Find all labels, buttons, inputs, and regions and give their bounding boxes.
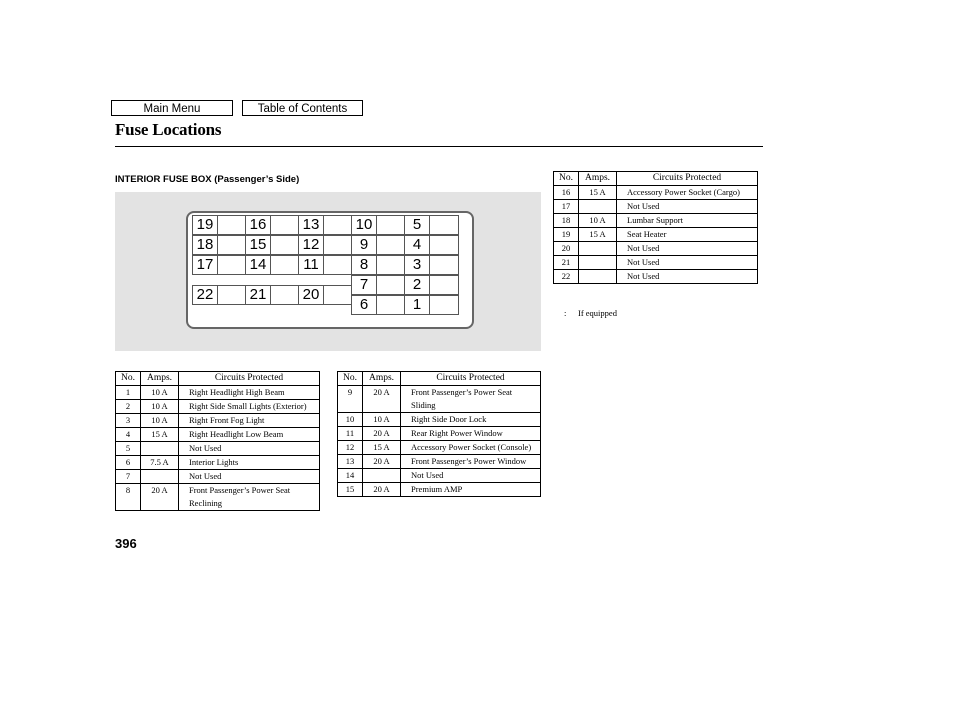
fuse-number-cell: 3 — [116, 414, 141, 428]
table-row — [338, 469, 541, 483]
circuit-cell: Not Used — [179, 442, 320, 456]
amperage-cell — [141, 470, 179, 484]
table-row — [116, 470, 320, 484]
table-header-row — [338, 372, 541, 386]
table-row — [338, 427, 541, 441]
amperage-cell: 10 A — [141, 386, 179, 400]
fuse-number: 11 — [299, 256, 324, 274]
fuse-number: 4 — [405, 236, 430, 254]
fuse-number-cell: 8 — [116, 484, 141, 511]
fuse-number: 9 — [352, 236, 377, 254]
table-row — [116, 400, 320, 414]
amperage-cell: 15 A — [141, 428, 179, 442]
circuit-cell: Not Used — [401, 469, 541, 483]
fuse-number-cell: 14 — [338, 469, 363, 483]
footnote-colon: : — [564, 308, 567, 318]
table-row — [338, 441, 541, 455]
circuit-cell: Front Passenger’s Power Seat Sliding — [401, 386, 541, 413]
fuse-slot-8 — [351, 255, 405, 275]
fuse-number: 15 — [246, 236, 271, 254]
table-row — [116, 428, 320, 442]
amperage-cell: 10 A — [141, 400, 179, 414]
table-row — [554, 186, 758, 200]
fuse-number-cell: 15 — [338, 483, 363, 497]
fuse-number: 20 — [299, 286, 324, 304]
fuse-slot-22 — [192, 285, 246, 305]
fuse-number: 22 — [193, 286, 218, 304]
fuse-number-cell: 5 — [116, 442, 141, 456]
column-header-circuits: Circuits Protected — [617, 172, 758, 186]
fuse-slot-11 — [298, 255, 352, 275]
fuse-number-cell: 9 — [338, 386, 363, 413]
fuse-number: 14 — [246, 256, 271, 274]
table-row — [116, 442, 320, 456]
fuse-number: 6 — [352, 296, 377, 314]
fuse-number: 10 — [352, 216, 377, 234]
fuse-number: 17 — [193, 256, 218, 274]
fuse-slot-7 — [351, 275, 405, 295]
circuit-cell: Accessory Power Socket (Console) — [401, 441, 541, 455]
footnote — [564, 308, 617, 318]
table-row — [116, 484, 320, 511]
fuse-slot-10 — [351, 215, 405, 235]
fuse-number-cell: 2 — [116, 400, 141, 414]
circuit-cell: Premium AMP — [401, 483, 541, 497]
fuse-number-cell: 12 — [338, 441, 363, 455]
circuit-cell: Right Headlight High Beam — [179, 386, 320, 400]
fuse-number: 7 — [352, 276, 377, 294]
table-row — [554, 214, 758, 228]
table-header-row — [116, 372, 320, 386]
page-title: Fuse Locations — [115, 120, 222, 139]
table-row — [338, 455, 541, 469]
amperage-cell: 10 A — [363, 413, 401, 427]
fuse-number: 13 — [299, 216, 324, 234]
amperage-cell: 20 A — [363, 455, 401, 469]
amperage-cell: 7.5 A — [141, 456, 179, 470]
fuse-number: 16 — [246, 216, 271, 234]
table-row — [116, 414, 320, 428]
fuse-table-16-22 — [553, 171, 758, 284]
circuit-cell: Not Used — [617, 200, 758, 214]
fuse-table-9-15 — [337, 371, 541, 497]
circuit-cell: Front Passenger’s Power Window — [401, 455, 541, 469]
table-row — [338, 386, 541, 413]
circuit-cell: Not Used — [617, 256, 758, 270]
amperage-cell: 15 A — [579, 228, 617, 242]
amperage-cell: 10 A — [579, 214, 617, 228]
amperage-cell — [141, 442, 179, 456]
circuit-cell: Front Passenger’s Power Seat Reclining — [179, 484, 320, 511]
circuit-cell: Lumbar Support — [617, 214, 758, 228]
fuse-number: 5 — [405, 216, 430, 234]
circuit-cell: Right Side Small Lights (Exterior) — [179, 400, 320, 414]
table-row — [554, 242, 758, 256]
amperage-cell: 15 A — [579, 186, 617, 200]
circuit-cell: Right Headlight Low Beam — [179, 428, 320, 442]
amperage-cell — [579, 242, 617, 256]
fuse-number-cell: 19 — [554, 228, 579, 242]
fuse-slot-18 — [192, 235, 246, 255]
table-header-row — [554, 172, 758, 186]
fuse-slot-20 — [298, 285, 352, 305]
circuit-cell: Seat Heater — [617, 228, 758, 242]
fuse-slot-21 — [245, 285, 299, 305]
table-row — [554, 270, 758, 284]
fuse-number-cell: 22 — [554, 270, 579, 284]
fuse-slot-16 — [245, 215, 299, 235]
table-of-contents-button[interactable]: Table of Contents — [242, 100, 363, 116]
fuse-box-diagram — [186, 211, 474, 329]
fuse-number-cell: 17 — [554, 200, 579, 214]
column-header-no: No. — [338, 372, 363, 386]
fuse-slot-13 — [298, 215, 352, 235]
fuse-number-cell: 16 — [554, 186, 579, 200]
circuit-cell: Not Used — [617, 270, 758, 284]
table-row — [554, 256, 758, 270]
amperage-cell: 20 A — [363, 427, 401, 441]
fuse-number-cell: 18 — [554, 214, 579, 228]
fuse-slot-19 — [192, 215, 246, 235]
fuse-slot-12 — [298, 235, 352, 255]
circuit-cell: Accessory Power Socket (Cargo) — [617, 186, 758, 200]
circuit-cell: Interior Lights — [179, 456, 320, 470]
fuse-number: 19 — [193, 216, 218, 234]
fuse-slot-6 — [351, 295, 405, 315]
table-row — [554, 228, 758, 242]
fuse-slot-5 — [404, 215, 459, 235]
column-header-amps: Amps. — [579, 172, 617, 186]
column-header-circuits: Circuits Protected — [401, 372, 541, 386]
fuse-number: 1 — [405, 296, 430, 314]
amperage-cell: 15 A — [363, 441, 401, 455]
circuit-cell: Right Side Door Lock — [401, 413, 541, 427]
main-menu-button[interactable]: Main Menu — [111, 100, 233, 116]
amperage-cell: 10 A — [141, 414, 179, 428]
fuse-number-cell: 10 — [338, 413, 363, 427]
fuse-slot-4 — [404, 235, 459, 255]
fuse-number-cell: 21 — [554, 256, 579, 270]
amperage-cell — [579, 270, 617, 284]
column-header-no: No. — [116, 372, 141, 386]
circuit-cell: Not Used — [179, 470, 320, 484]
fuse-number-cell: 7 — [116, 470, 141, 484]
fuse-number-cell: 11 — [338, 427, 363, 441]
fuse-number: 3 — [405, 256, 430, 274]
circuit-cell: Not Used — [617, 242, 758, 256]
fuse-number: 12 — [299, 236, 324, 254]
fuse-slot-14 — [245, 255, 299, 275]
fuse-number: 21 — [246, 286, 271, 304]
circuit-cell: Right Front Fog Light — [179, 414, 320, 428]
fuse-slot-3 — [404, 255, 459, 275]
amperage-cell: 20 A — [141, 484, 179, 511]
column-header-amps: Amps. — [363, 372, 401, 386]
amperage-cell — [579, 200, 617, 214]
table-row — [338, 483, 541, 497]
fuse-slot-15 — [245, 235, 299, 255]
fuse-number-cell: 1 — [116, 386, 141, 400]
page-number: 396 — [115, 536, 137, 551]
fuse-number-cell: 6 — [116, 456, 141, 470]
fuse-number-cell: 20 — [554, 242, 579, 256]
fuse-slot-2 — [404, 275, 459, 295]
circuit-cell: Rear Right Power Window — [401, 427, 541, 441]
fuse-number-cell: 13 — [338, 455, 363, 469]
column-header-no: No. — [554, 172, 579, 186]
fuse-number-cell: 4 — [116, 428, 141, 442]
fuse-table-1-8 — [115, 371, 320, 511]
amperage-cell: 20 A — [363, 483, 401, 497]
column-header-amps: Amps. — [141, 372, 179, 386]
fuse-slot-1 — [404, 295, 459, 315]
section-label: INTERIOR FUSE BOX (Passenger’s Side) — [115, 174, 300, 185]
table-row — [554, 200, 758, 214]
amperage-cell — [363, 469, 401, 483]
table-row — [338, 413, 541, 427]
amperage-cell — [579, 256, 617, 270]
table-row — [116, 456, 320, 470]
footnote-text: If equipped — [578, 308, 617, 318]
amperage-cell: 20 A — [363, 386, 401, 413]
fuse-slot-17 — [192, 255, 246, 275]
fuse-number: 18 — [193, 236, 218, 254]
column-header-circuits: Circuits Protected — [179, 372, 320, 386]
table-row — [116, 386, 320, 400]
fuse-number: 8 — [352, 256, 377, 274]
fuse-number: 2 — [405, 276, 430, 294]
fuse-slot-9 — [351, 235, 405, 255]
title-divider — [115, 146, 763, 147]
